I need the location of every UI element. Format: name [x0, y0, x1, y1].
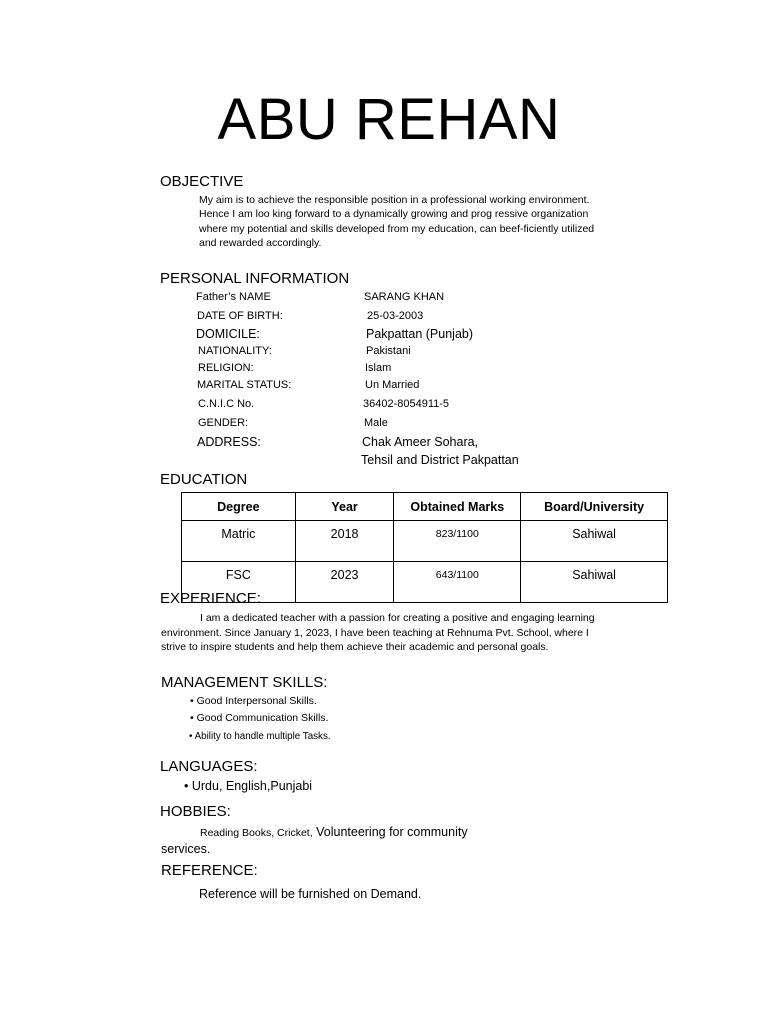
objective-line: Hence I am loo king forward to a dynamically growing and prog ressive organization [199, 208, 589, 220]
info-label-religion: RELIGION: [198, 362, 254, 374]
experience-line: strive to inspire students and help them achieve their academic and personal goals. [161, 641, 549, 653]
objective-line: where my potential and skills developed from my education, can beef-ficiently utilized [199, 223, 595, 235]
table-row [182, 521, 668, 562]
cell-board: Sahiwal [521, 521, 668, 562]
hobbies-heading: HOBBIES: [160, 803, 231, 820]
info-label-cnic: C.N.I.C No. [198, 398, 255, 410]
info-value-father-name: SARANG KHAN [364, 291, 445, 303]
reference-heading: REFERENCE: [161, 862, 258, 879]
education-heading: EDUCATION [160, 471, 248, 488]
cell-marks: 823/1100 [394, 521, 521, 562]
languages-heading: LANGUAGES: [160, 758, 258, 775]
objective-heading: OBJECTIVE [160, 173, 244, 190]
language-item: • Urdu, English,Punjabi [184, 779, 313, 793]
info-label-domicile: DOMICILE: [196, 327, 260, 341]
management-skills-heading: MANAGEMENT SKILLS: [161, 674, 328, 691]
experience-line: I am a dedicated teacher with a passion for creating a positive and engaging learning [200, 612, 595, 624]
info-value-gender: Male [364, 417, 388, 429]
info-label-marital-status: MARITAL STATUS: [197, 379, 292, 391]
hobbies-text-line2: services. [161, 842, 211, 856]
hobbies-text-part1: Reading Books, Cricket, [200, 827, 313, 839]
objective-line: and rewarded accordingly. [199, 237, 322, 249]
hobbies-text-part2: Volunteering for community [312, 825, 468, 839]
table-header-row [182, 493, 668, 521]
cell-year: 2018 [295, 521, 394, 562]
column-header-degree: Degree [182, 493, 296, 521]
column-header-obtained-marks: Obtained Marks [394, 493, 521, 521]
cell-board: Sahiwal [521, 562, 668, 603]
resume-name: ABU REHAN [217, 87, 561, 152]
info-value-address-line2: Tehsil and District Pakpattan [361, 453, 519, 467]
info-label-father-name: Father’s NAME [196, 291, 271, 303]
skill-item: • Ability to handle multiple Tasks. [189, 731, 331, 742]
skill-item: • Good Communication Skills. [190, 712, 329, 724]
info-value-marital-status: Un Married [365, 379, 420, 391]
cell-degree: FSC [182, 562, 296, 603]
info-value-domicile: Pakpattan (Punjab) [366, 327, 474, 341]
info-value-address: Chak Ameer Sohara, [362, 435, 479, 449]
info-value-nationality: Pakistani [366, 345, 411, 357]
experience-heading: EXPERIENCE: [160, 590, 261, 607]
column-header-year: Year [295, 493, 394, 521]
reference-text: Reference will be furnished on Demand. [199, 887, 422, 901]
personal-info-heading: PERSONAL INFORMATION [160, 270, 350, 287]
info-value-dob: 25-03-2003 [367, 310, 424, 322]
skill-item: • Good Interpersonal Skills. [190, 695, 317, 707]
hobbies-text [200, 823, 468, 841]
info-label-nationality: NATIONALITY: [198, 345, 272, 357]
info-label-address: ADDRESS: [197, 435, 261, 449]
column-header-board-university: Board/University [521, 493, 668, 521]
education-table [181, 492, 668, 603]
info-value-religion: Islam [365, 362, 392, 374]
cell-marks: 643/1100 [394, 562, 521, 603]
info-value-cnic: 36402-8054911-5 [363, 398, 450, 410]
cell-degree: Matric [182, 521, 296, 562]
info-label-gender: GENDER: [198, 417, 249, 429]
experience-line: environment. Since January 1, 2023, I have been teaching at Rehnuma Pvt. School, where I [161, 627, 589, 639]
cell-year: 2023 [295, 562, 394, 603]
info-label-dob: DATE OF BIRTH: [197, 310, 283, 322]
objective-line: My aim is to achieve the responsible position in a professional working environment. [199, 194, 590, 206]
